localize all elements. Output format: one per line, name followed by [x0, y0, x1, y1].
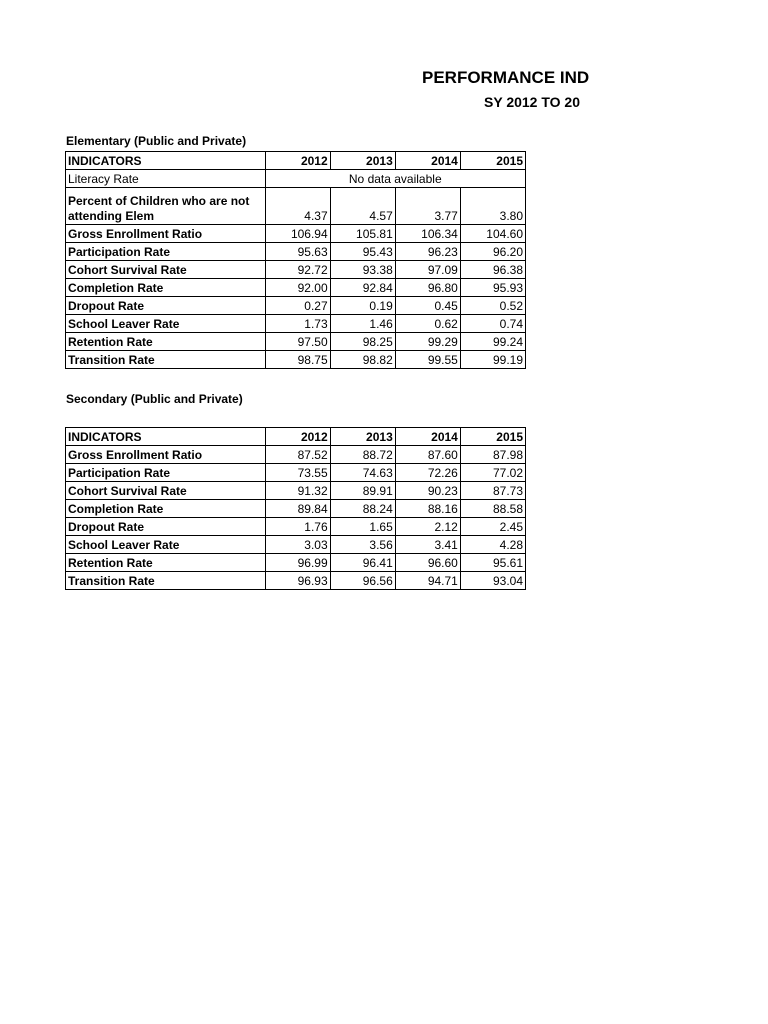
- column-header-2013: 2013: [330, 428, 395, 446]
- cell-value: 88.24: [330, 500, 395, 518]
- cell-value: 96.41: [330, 554, 395, 572]
- cell-value: 0.19: [330, 297, 395, 315]
- cell-value: 0.62: [395, 315, 460, 333]
- cell-value: 93.38: [330, 261, 395, 279]
- row-label: School Leaver Rate: [66, 536, 266, 554]
- cell-value: 0.52: [460, 297, 525, 315]
- table-row: [66, 243, 526, 261]
- cell-value: 92.84: [330, 279, 395, 297]
- cell-value: 96.80: [395, 279, 460, 297]
- cell-value: 88.16: [395, 500, 460, 518]
- page-title: PERFORMANCE IND: [422, 68, 590, 87]
- table-row: [66, 518, 526, 536]
- secondary-heading: Secondary (Public and Private): [66, 392, 243, 406]
- cell-value: 106.94: [265, 225, 330, 243]
- elementary-heading: Elementary (Public and Private): [66, 134, 247, 148]
- table-row: [66, 261, 526, 279]
- cell-value: 87.98: [460, 446, 525, 464]
- cell-value: 90.23: [395, 482, 460, 500]
- cell-value: 95.63: [265, 243, 330, 261]
- table-row: [66, 554, 526, 572]
- cell-value: 98.82: [330, 351, 395, 369]
- row-label: Percent of Children who are not attending Elem: [66, 188, 266, 225]
- cell-value: 3.77: [395, 188, 460, 225]
- table-row: [66, 351, 526, 369]
- row-label: School Leaver Rate: [66, 315, 266, 333]
- cell-value: 72.26: [395, 464, 460, 482]
- column-header-2013: 2013: [330, 152, 395, 170]
- secondary-table: [65, 427, 526, 590]
- cell-value: 95.61: [460, 554, 525, 572]
- cell-value: 4.37: [265, 188, 330, 225]
- cell-value: 1.46: [330, 315, 395, 333]
- column-header-2015: 2015: [460, 428, 525, 446]
- row-label: Gross Enrollment Ratio: [66, 446, 266, 464]
- cell-value: 105.81: [330, 225, 395, 243]
- row-label: Literacy Rate: [66, 170, 266, 188]
- cell-value: 91.32: [265, 482, 330, 500]
- cell-value: 98.75: [265, 351, 330, 369]
- no-data-note: No data available: [265, 170, 525, 188]
- cell-value: 73.55: [265, 464, 330, 482]
- cell-value: 99.55: [395, 351, 460, 369]
- cell-value: 87.60: [395, 446, 460, 464]
- cell-value: 96.23: [395, 243, 460, 261]
- cell-value: 96.56: [330, 572, 395, 590]
- cell-value: 96.99: [265, 554, 330, 572]
- cell-value: 87.73: [460, 482, 525, 500]
- table-row: [66, 333, 526, 351]
- elementary-table: [65, 151, 526, 369]
- table-header-row: [66, 428, 526, 446]
- row-label: Participation Rate: [66, 464, 266, 482]
- row-label: Dropout Rate: [66, 518, 266, 536]
- column-header-2012: 2012: [265, 428, 330, 446]
- cell-value: 74.63: [330, 464, 395, 482]
- cell-value: 0.45: [395, 297, 460, 315]
- cell-value: 97.09: [395, 261, 460, 279]
- cell-value: 0.27: [265, 297, 330, 315]
- table-row: [66, 464, 526, 482]
- cell-value: 94.71: [395, 572, 460, 590]
- cell-value: 1.73: [265, 315, 330, 333]
- table-header-row: [66, 152, 526, 170]
- cell-value: 96.60: [395, 554, 460, 572]
- cell-value: 96.93: [265, 572, 330, 590]
- cell-value: 96.20: [460, 243, 525, 261]
- page-subtitle: SY 2012 TO 20: [484, 94, 580, 110]
- row-label: Retention Rate: [66, 554, 266, 572]
- row-label: Cohort Survival Rate: [66, 482, 266, 500]
- cell-value: 1.65: [330, 518, 395, 536]
- column-header-indicators: INDICATORS: [66, 428, 266, 446]
- table-row: [66, 279, 526, 297]
- cell-value: 88.58: [460, 500, 525, 518]
- table-row: [66, 572, 526, 590]
- cell-value: 104.60: [460, 225, 525, 243]
- table-row-not-attending: [66, 188, 526, 225]
- row-label: Gross Enrollment Ratio: [66, 225, 266, 243]
- column-header-2012: 2012: [265, 152, 330, 170]
- cell-value: 2.45: [460, 518, 525, 536]
- cell-value: 97.50: [265, 333, 330, 351]
- row-label: Completion Rate: [66, 500, 266, 518]
- cell-value: 89.91: [330, 482, 395, 500]
- cell-value: 3.80: [460, 188, 525, 225]
- cell-value: 2.12: [395, 518, 460, 536]
- cell-value: 3.41: [395, 536, 460, 554]
- cell-value: 1.76: [265, 518, 330, 536]
- cell-value: 95.93: [460, 279, 525, 297]
- cell-value: 92.00: [265, 279, 330, 297]
- cell-value: 99.29: [395, 333, 460, 351]
- cell-value: 4.57: [330, 188, 395, 225]
- table-row: [66, 297, 526, 315]
- cell-value: 87.52: [265, 446, 330, 464]
- cell-value: 98.25: [330, 333, 395, 351]
- row-label: Transition Rate: [66, 572, 266, 590]
- table-row: [66, 500, 526, 518]
- cell-value: 99.24: [460, 333, 525, 351]
- table-row: [66, 446, 526, 464]
- cell-value: 93.04: [460, 572, 525, 590]
- table-row: [66, 536, 526, 554]
- column-header-indicators: INDICATORS: [66, 152, 266, 170]
- column-header-2014: 2014: [395, 152, 460, 170]
- column-header-2015: 2015: [460, 152, 525, 170]
- row-label: Completion Rate: [66, 279, 266, 297]
- cell-value: 92.72: [265, 261, 330, 279]
- column-header-2014: 2014: [395, 428, 460, 446]
- cell-value: 95.43: [330, 243, 395, 261]
- table-row-literacy: [66, 170, 526, 188]
- table-row: [66, 482, 526, 500]
- row-label: Cohort Survival Rate: [66, 261, 266, 279]
- cell-value: 3.03: [265, 536, 330, 554]
- row-label: Dropout Rate: [66, 297, 266, 315]
- row-label: Transition Rate: [66, 351, 266, 369]
- cell-value: 99.19: [460, 351, 525, 369]
- row-label: Participation Rate: [66, 243, 266, 261]
- cell-value: 0.74: [460, 315, 525, 333]
- cell-value: 106.34: [395, 225, 460, 243]
- cell-value: 4.28: [460, 536, 525, 554]
- table-row: [66, 225, 526, 243]
- cell-value: 89.84: [265, 500, 330, 518]
- table-row: [66, 315, 526, 333]
- row-label: Retention Rate: [66, 333, 266, 351]
- cell-value: 88.72: [330, 446, 395, 464]
- cell-value: 96.38: [460, 261, 525, 279]
- cell-value: 77.02: [460, 464, 525, 482]
- cell-value: 3.56: [330, 536, 395, 554]
